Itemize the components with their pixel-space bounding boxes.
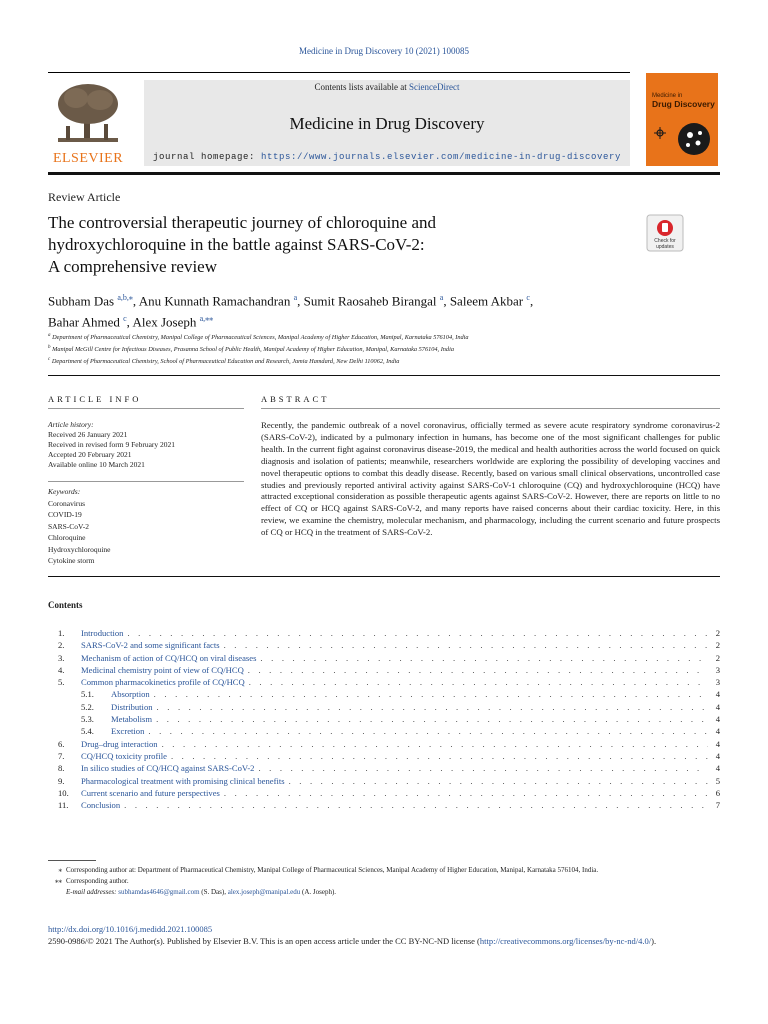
author-list: Subham Das $^{a,b,⁎}$, Anu Kunnath Ramachandran $^a$, Sumit Raosaheb Birangal $^a$, Saleem Akbar $^c$, Bahar Ahmed $^c$, Alex Joseph $^{a,⁎⁎}$ xyxy=(48,293,534,330)
license-text: 2590-0986/© 2021 The Author(s). Published by Elsevier B.V. This is an open access article under the CC BY-NC-ND license (http://creativecommons.org/licenses/by-nc-nd/4.0/). xyxy=(48,935,657,946)
article-info-rule xyxy=(48,408,244,409)
toc-entry[interactable] xyxy=(58,639,720,651)
toc-number: 1. xyxy=(58,628,65,638)
toc-entry[interactable] xyxy=(58,775,720,787)
author-sup[interactable]: c xyxy=(123,314,127,324)
toc-leader-dots xyxy=(224,787,708,799)
toc-page-number: 4 xyxy=(715,726,720,737)
header-top-rule xyxy=(48,72,630,73)
toc-page-number: 4 xyxy=(715,750,720,761)
toc-entry[interactable] xyxy=(58,688,720,700)
journal-reference[interactable]: Medicine in Drug Discovery 10 (2021) 100085 xyxy=(299,46,469,56)
toc-number: 5.4. xyxy=(81,726,94,737)
toc-leader-dots xyxy=(289,775,708,787)
toc-entry[interactable] xyxy=(58,701,720,713)
toc-title[interactable]: In silico studies of CQ/HCQ against SARS-CoV-2 xyxy=(81,763,255,774)
toc-page-number: 2 xyxy=(715,628,720,638)
toc-title[interactable]: Drug–drug interaction xyxy=(81,738,158,749)
toc-title[interactable]: Mechanism of action of CQ/HCQ on viral diseases xyxy=(81,652,257,663)
svg-text:Check for: Check for xyxy=(654,238,676,244)
toc-title[interactable]: Pharmacological treatment with promising clinical benefits xyxy=(81,775,285,786)
toc-number: 11. xyxy=(58,800,69,811)
toc-page-number: 5 xyxy=(715,775,720,786)
toc-title[interactable]: Absorption xyxy=(111,689,150,700)
toc-number: 4. xyxy=(58,664,65,675)
article-history xyxy=(48,420,244,470)
author-sup[interactable]: a xyxy=(439,293,444,302)
homepage-link[interactable]: https://www.journals.elsevier.com/medicine-in-drug-discovery xyxy=(260,152,622,162)
toc-number: 2. xyxy=(58,640,65,651)
history-entry: Accepted 20 February 2021 xyxy=(48,450,132,459)
toc-page-number: 2 xyxy=(715,640,720,651)
history-entry: Received 26 January 2021 xyxy=(48,430,128,439)
toc-entry[interactable] xyxy=(58,725,720,737)
abstract-text: Recently, the pandemic outbreak of a novel coronavirus, officially termed as severe acute respiratory syndrome coronavirus-2 (SARS-CoV-2), indicated by a pulmonary infection in humans, has become one of the most significant challenges for public health. In the current fight against coronavirus disease-2019, the medical and health authorities across the world focused on quick diagnosis and isolation of patients; meanwhile, researchers worldwide are exploring the possibility of developing vaccines and novel therapeutic options to combat this deadly disease. Recently, based on various small clinical observations, uncontrolled case studies and previously reported antiviral activity against SARS-CoV-1 chloroquine (CQ) and hydroxychloroquine (HCQ) have attracted exceptional consideration as possible therapeutic agents against SARS-CoV-2. However, there are reports on little to no effect of CQ or HCQ against SARS-CoV-2, and many reports have raised concerns about their cardiac toxicity. Here, in this review, we examine the chemistry, molecular mechanism, and pharmacology, including the current scenario and future prospects of CQ or HCQ in the treatment of SARS-CoV-2. xyxy=(261,420,720,538)
svg-text:Drug Discovery: Drug Discovery xyxy=(652,99,715,109)
toc-number: 3. xyxy=(58,652,65,663)
toc-page-number: 4 xyxy=(715,701,720,712)
toc-title[interactable]: Medicinal chemistry point of view of CQ/HCQ xyxy=(81,664,244,675)
toc-leader-dots xyxy=(171,750,708,762)
section-rule xyxy=(48,576,720,577)
check-for-updates-badge[interactable] xyxy=(646,214,684,252)
keyword: SARS-CoV-2 xyxy=(48,521,89,531)
contents-available-line xyxy=(144,82,630,92)
elsevier-logo xyxy=(48,80,128,166)
toc-page-number: 4 xyxy=(715,763,720,774)
history-entry: Available online 10 March 2021 xyxy=(48,460,145,469)
keyword: Cytokine storm xyxy=(48,556,95,565)
author-name: Subham Das xyxy=(48,293,115,309)
journal-homepage xyxy=(144,152,630,162)
toc-page-number: 3 xyxy=(715,677,720,688)
footnotes xyxy=(48,865,728,898)
toc-number: 5. xyxy=(58,677,65,688)
svg-text:updates: updates xyxy=(656,244,674,250)
toc-entry[interactable] xyxy=(58,664,720,676)
history-label: Article history: xyxy=(48,420,94,429)
toc-leader-dots xyxy=(124,799,708,811)
toc-entry[interactable] xyxy=(58,799,720,811)
email-addresses: E-mail addresses: subhamdas4646@gmail.com (S. Das), alex.joseph@manipal.edu (A. Joseph). xyxy=(66,888,337,896)
email-link[interactable]: alex.joseph@manipal.edu xyxy=(227,888,301,896)
toc-page-number: 2 xyxy=(715,652,720,663)
toc-leader-dots xyxy=(156,713,708,725)
title-line: hydroxychloroquine in the battle against SARS-CoV-2: xyxy=(48,235,425,254)
toc-page-number: 6 xyxy=(715,787,720,798)
contents-heading: Contents xyxy=(48,600,83,610)
toc-leader-dots xyxy=(127,627,708,639)
toc-page-number: 7 xyxy=(715,800,720,811)
affiliations xyxy=(48,331,728,367)
author-name: Alex Joseph xyxy=(132,314,197,330)
toc-number: 8. xyxy=(58,763,65,774)
toc-leader-dots xyxy=(157,701,708,713)
toc-title[interactable]: Conclusion xyxy=(81,800,121,811)
toc-entry[interactable] xyxy=(58,787,720,799)
corresponding-author-note: ⁎⁎ Corresponding author. xyxy=(55,877,129,885)
toc-entry[interactable] xyxy=(58,627,720,639)
elsevier-wordmark: ELSEVIER xyxy=(52,151,124,166)
author-sup[interactable]: a,b,⁎ xyxy=(117,293,133,302)
toc-number: 5.3. xyxy=(81,714,94,725)
toc-title[interactable]: Introduction xyxy=(81,628,124,638)
toc-title[interactable]: Current scenario and future perspectives xyxy=(81,787,220,798)
author-sup[interactable]: c xyxy=(526,293,530,302)
toc-leader-dots xyxy=(260,652,708,664)
title-line: A comprehensive review xyxy=(48,257,217,276)
toc-number: 7. xyxy=(58,750,65,761)
affiliation: $^b$ Manipal McGill Centre for Infectious Diseases, Prasanna School of Public Health, Manipal Academy of Higher Education, Manipal, Karnataka 576104, India xyxy=(48,345,454,354)
toc-entry[interactable] xyxy=(58,750,720,762)
doi-link[interactable]: http://dx.doi.org/10.1016/j.medidd.2021.100085 xyxy=(48,924,213,934)
corresponding-author-note: ⁎ Corresponding author at: Department of Pharmaceutical Chemistry, Manipal College of Pharmaceutical Sciences, Manipal Academy of Higher Education, Manipal, Karnataka 576104, India. xyxy=(58,866,599,874)
email-link[interactable]: subhamdas4646@gmail.com xyxy=(118,888,200,896)
sciencedirect-link[interactable]: ScienceDirect xyxy=(409,82,460,92)
author-name: Sumit Raosaheb Birangal xyxy=(303,293,437,309)
journal-cover-thumbnail xyxy=(646,73,718,166)
toc-leader-dots xyxy=(249,676,708,688)
author-sup[interactable]: a,⁎⁎ xyxy=(199,314,214,324)
toc-leader-dots xyxy=(148,725,708,737)
abstract-rule xyxy=(261,408,720,409)
article-title xyxy=(48,212,568,278)
affiliation: $^a$ Department of Pharmaceutical Chemistry, Manipal College of Pharmaceutical Sciences, Manipal Academy of Higher Education, Manipal, Karnataka 576104, India xyxy=(48,333,469,342)
toc-page-number: 4 xyxy=(715,689,720,700)
toc-leader-dots xyxy=(224,639,708,651)
keywords xyxy=(48,486,244,567)
homepage-label: journal homepage: xyxy=(152,152,261,162)
toc-leader-dots xyxy=(258,762,708,774)
article-info-heading: ARTICLE INFO xyxy=(48,394,142,404)
doi-and-license xyxy=(48,924,728,947)
toc-page-number: 4 xyxy=(715,738,720,749)
toc-title[interactable]: Excretion xyxy=(111,726,145,737)
abstract-heading: ABSTRACT xyxy=(261,394,330,404)
toc-title[interactable]: Distribution xyxy=(111,701,153,712)
toc-title[interactable]: CQ/HCQ toxicity profile xyxy=(81,750,167,761)
keyword: Coronavirus xyxy=(48,498,86,508)
table-of-contents xyxy=(58,627,720,811)
toc-title[interactable]: SARS-CoV-2 and some significant facts xyxy=(81,640,220,651)
toc-number: 5.1. xyxy=(81,689,94,700)
header-bottom-rule xyxy=(48,172,720,175)
history-entry: Received in revised form 9 February 2021 xyxy=(48,440,176,449)
toc-number: 9. xyxy=(58,775,65,786)
keyword: Chloroquine xyxy=(48,533,86,542)
toc-title[interactable]: Metabolism xyxy=(111,714,153,725)
keywords-label: Keywords: xyxy=(48,487,81,496)
toc-page-number: 4 xyxy=(715,714,720,725)
toc-entry[interactable] xyxy=(58,738,720,750)
author-name: Bahar Ahmed xyxy=(48,314,120,330)
author-name: Saleem Akbar xyxy=(449,293,524,309)
title-line: The controversial therapeutic journey of chloroquine and xyxy=(48,213,437,232)
affiliation: $^c$ Department of Pharmaceutical Chemistry, School of Pharmaceutical Education and Research, Jamia Hamdard, New Delhi 110062, India xyxy=(48,357,400,366)
journal-title: Medicine in Drug Discovery xyxy=(289,114,485,133)
keyword: Hydroxychloroquine xyxy=(48,544,111,554)
toc-number: 10. xyxy=(58,787,69,798)
toc-entry[interactable] xyxy=(58,713,720,725)
toc-entry[interactable] xyxy=(58,762,720,774)
author-sup[interactable]: a xyxy=(293,293,298,302)
toc-title[interactable]: Common pharmacokinetics profile of CQ/HCQ xyxy=(81,677,245,688)
toc-number: 5.2. xyxy=(81,701,94,712)
author-name: Anu Kunnath Ramachandran xyxy=(138,293,291,309)
toc-page-number: 3 xyxy=(715,664,720,675)
svg-text:Medicine in: Medicine in xyxy=(652,93,683,99)
contents-prefix: Contents lists available at xyxy=(314,82,409,92)
history-rule xyxy=(48,481,244,482)
article-type: Review Article xyxy=(48,190,121,204)
toc-leader-dots xyxy=(162,738,708,750)
section-rule xyxy=(48,375,720,376)
toc-leader-dots xyxy=(154,688,708,700)
toc-entry[interactable] xyxy=(58,652,720,664)
footnote-rule xyxy=(48,860,96,861)
toc-leader-dots xyxy=(248,664,708,676)
keyword: COVID-19 xyxy=(48,510,82,519)
toc-number: 6. xyxy=(58,738,65,749)
license-link[interactable]: http://creativecommons.org/licenses/by-nc-nd/4.0/ xyxy=(479,935,652,946)
toc-entry[interactable] xyxy=(58,676,720,688)
